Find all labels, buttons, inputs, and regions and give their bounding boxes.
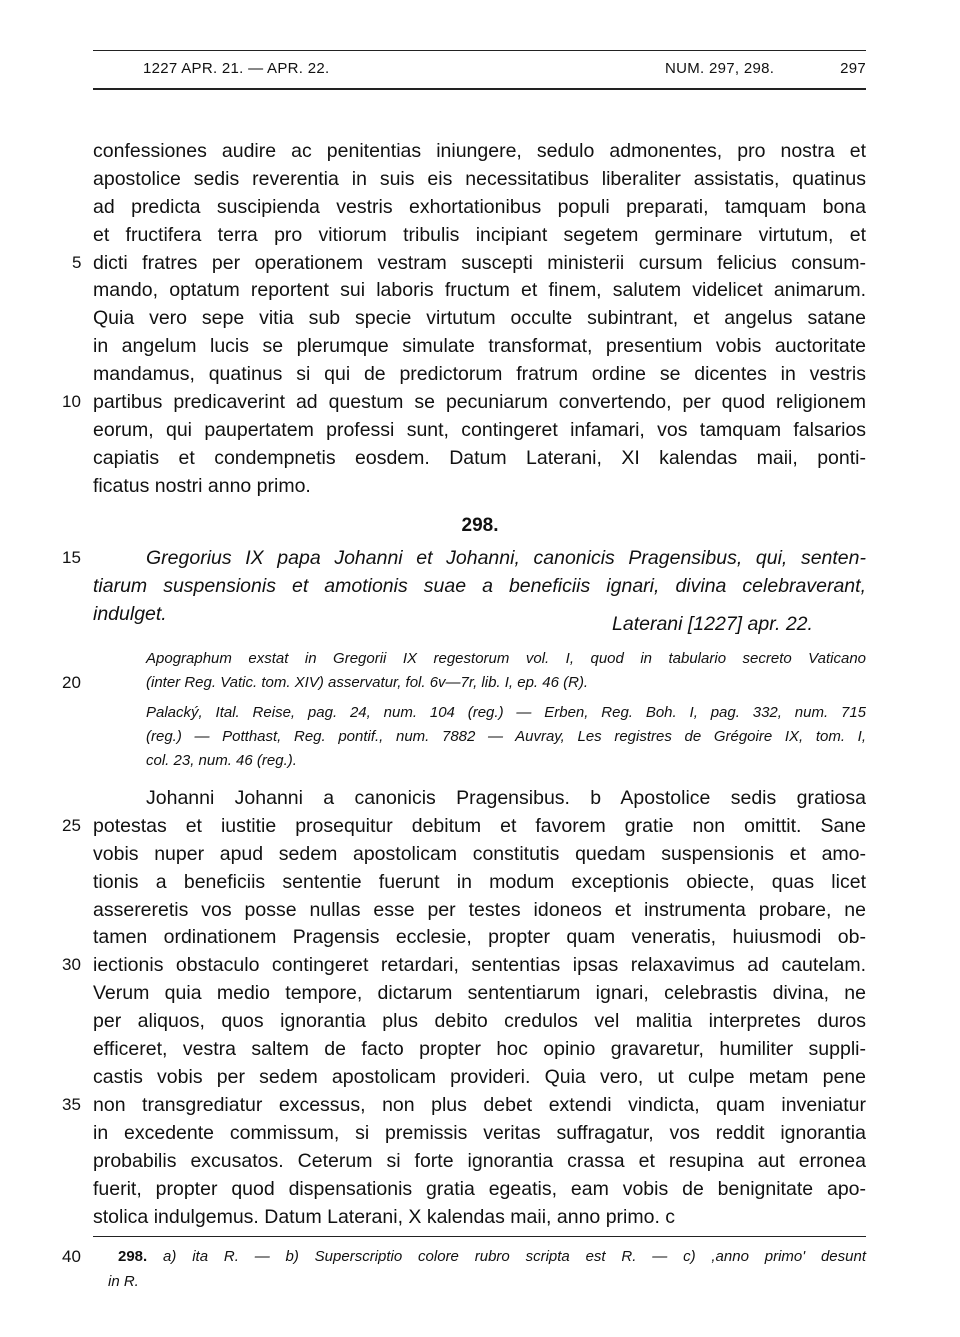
text-line: probabilis excusatos. Ceterum si forte ignorantia crassa et resupina aut erronea (93, 1150, 866, 1172)
text-line: efficeret, vestra saltem de facto propter hoc opinio gravaretur, humiliter suppli- (93, 1038, 866, 1060)
line-number: 15 (62, 548, 81, 567)
line-number: 5 (72, 253, 82, 272)
text-line: confessiones audire ac penitentias iniungere, sedulo admonentes, pro nostra et (93, 140, 866, 162)
footnote-rule (93, 1236, 866, 1237)
text-line: ficatus nostri anno primo. (93, 475, 311, 497)
text-line: mando, optatum reportent sui laboris fructum et finem, salutem videlicet animarum. (93, 279, 866, 301)
header-date-range: 1227 APR. 21. — APR. 22. (143, 60, 330, 77)
text-line: Johanni Johanni a canonicis Pragensibus. b Apostolice sedis gratiosa (146, 787, 866, 809)
footnote-text: a) ita R. — b) Superscriptio colore rubro scripta est R. — c) ,anno primo' desunt (147, 1248, 866, 1265)
footnote-doc-number: 298. (118, 1248, 148, 1265)
line-number: 20 (62, 673, 81, 692)
source-line: col. 23, num. 46 (reg.). (146, 752, 297, 769)
text-line: vobis nuper apud sedem apostolicam constitutis quedam suspensionis et amo- (93, 843, 866, 865)
source-line: Palacký, Ital. Reise, pag. 24, num. 104 (reg.) — Erben, Reg. Boh. I, pag. 332, num. 715 (146, 704, 866, 721)
text-line: castis vobis per sedem apostolicam provideri. Quia vero, ut culpe metam pene (93, 1066, 866, 1088)
source-line: Apographum exstat in Gregorii IX regestorum vol. I, quod in tabulario secreto Vaticano (146, 650, 866, 667)
text-line: partibus predicaverint ad questum se pecuniarum convertendo, per quod religionem (93, 391, 866, 413)
footnote-line (118, 1245, 866, 1269)
text-line: Verum quia medio tempore, dictarum sententiarum ignari, celebrastis divina, ne (93, 982, 866, 1004)
text-line: et fructifera terra pro vitiorum tribulis incipiant segetem germinare virtutum, et (93, 224, 866, 246)
text-line: mandamus, quatinus si qui de predictorum fratrum ordine se dicentes in vestris (93, 363, 866, 385)
text-line: in angelum lucis se plerumque simulate transformat, presentium vobis auctoritate (93, 335, 866, 357)
footnote-line: in R. (108, 1273, 139, 1290)
running-header (93, 60, 866, 84)
document-number: 298. (461, 515, 499, 536)
header-doc-numbers: NUM. 297, 298. (665, 60, 775, 77)
text-line: stolica indulgemus. Datum Laterani, X kalendas maii, anno primo. c (93, 1206, 676, 1228)
text-line: tionis a beneficiis sententie fuerunt in modum exceptionis obiecte, quas licet (93, 871, 866, 893)
text-line: per aliquos, quos ignorantia plus debito credulos vel malitia interpretes duros (93, 1010, 866, 1032)
text-line: non transgrediatur excessus, non plus debet extendi vindicta, quam inveniatur (93, 1094, 866, 1116)
source-line: (inter Reg. Vatic. tom. XIV) asservatur, fol. 6v—7r, lib. I, ep. 46 (R). (146, 674, 589, 691)
text-line: assereretis vos posse nullas esse per testes idoneos et instrumenta probare, ne (93, 899, 866, 921)
header-top-rule (93, 50, 866, 51)
header-bottom-rule (93, 88, 866, 90)
line-number: 10 (62, 392, 81, 411)
text-line: iectionis obstaculo contingeret retardari, sententias ipsas relaxavimus ad cautelam. (93, 954, 866, 976)
regest-line: tiarum suspensionis et amotionis suae a beneficiis ignari, divina celebraverant, (93, 575, 866, 597)
page-number: 297 (840, 60, 866, 77)
text-line: capiatis et condempnetis eosdem. Datum Laterani, XI kalendas maii, ponti- (93, 447, 866, 469)
regest-line: Gregorius IX papa Johanni et Johanni, canonicis Pragensibus, qui, senten- (146, 547, 866, 569)
text-line: tamen ordinationem Pragensis ecclesie, propter quam veneratis, huiusmodi ob- (93, 926, 866, 948)
text-line: potestas et iustitie prosequitur debitum et favorem gratie non omittit. Sane (93, 815, 866, 837)
line-number: 35 (62, 1095, 81, 1114)
line-number: 40 (62, 1247, 81, 1266)
text-line: dicti fratres per operationem vestram suscepti ministerii cursum felicius consum- (93, 252, 866, 274)
text-line: apostolice sedis reverentia in suis eis necessitatibus liberaliter assistatis, quatinus (93, 168, 866, 190)
regest-line: indulget. (93, 603, 167, 625)
line-number: 30 (62, 955, 81, 974)
source-line: (reg.) — Potthast, Reg. pontif., num. 7882 — Auvray, Les registres de Grégoire IX, tom. I, (146, 728, 866, 745)
text-line: fuerit, propter quod dispensationis gratia egeatis, eam vobis de benignitate apo- (93, 1178, 866, 1200)
text-line: Quia vero sepe vitia sub specie virtutum occulte subintrant, et angelus satane (93, 307, 866, 329)
line-number: 25 (62, 816, 81, 835)
text-line: in excedente commissum, si premissis veritas suffragatur, vos reddit ignorantia (93, 1122, 866, 1144)
text-line: eorum, qui paupertatem professi sunt, contingeret infamari, vos tamquam falsarios (93, 419, 866, 441)
text-line: ad predicta suscipienda vestris exhortationibus populi preparati, tamquam bona (93, 196, 866, 218)
regest-date: Laterani [1227] apr. 22. (612, 613, 813, 635)
